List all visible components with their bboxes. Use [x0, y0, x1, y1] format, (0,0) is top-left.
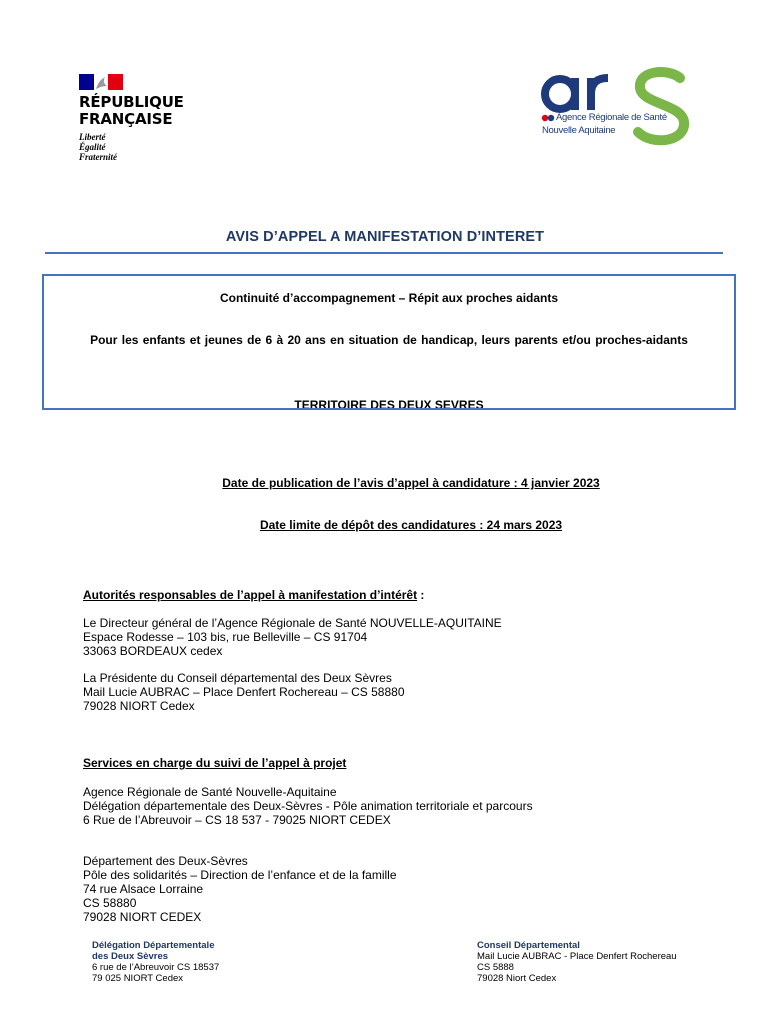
footer-council-title: Conseil Départemental	[477, 940, 580, 951]
footer-delegation-line: 79 025 NIORT Cedex	[92, 973, 184, 984]
publication-date: Date de publication de l’avis d’appel à candidature : 4 janvier 2023	[222, 476, 600, 490]
motto-liberte: Liberté	[79, 132, 106, 142]
motto-egalite: Égalité	[79, 142, 106, 152]
republique-motto	[79, 132, 117, 162]
footer-council-line: Mail Lucie AUBRAC - Place Denfert Rochereau	[477, 951, 677, 962]
rf-title-line-1: RÉPUBLIQUE	[79, 93, 184, 111]
subject-territory: TERRITOIRE DES DEUX SEVRES	[294, 398, 484, 410]
service-department-line: Pôle des solidarités – Direction de l’enfance et de la famille	[83, 868, 397, 882]
motto-fraternite: Fraternité	[79, 152, 118, 162]
authority-ars-line: Espace Rodesse – 103 bis, rue Belleville – CS 91704	[83, 630, 368, 644]
ars-name-line-1: Agence Régionale de Santé	[556, 112, 667, 123]
service-department-line: Département des Deux-Sèvres	[83, 854, 248, 868]
service-department	[83, 854, 397, 924]
footer-council-line: 79028 Niort Cedex	[477, 973, 557, 984]
authority-council-line: 79028 NIORT Cedex	[83, 699, 195, 713]
authority-ars	[83, 616, 502, 658]
footer-delegation-line: 6 rue de l’Abreuvoir CS 18537	[92, 962, 220, 973]
ars-logo	[540, 66, 700, 152]
rf-title-line-2: FRANÇAISE	[79, 110, 173, 128]
subject-line-2: Pour les enfants et jeunes de 6 à 20 ans en situation de handicap, leurs parents et/ou proches-aidants	[90, 333, 688, 347]
service-ars-line: Délégation départementale des Deux-Sèvres - Pôle animation territoriale et parcours	[83, 799, 533, 813]
deadline-date: Date limite de dépôt des candidatures : 24 mars 2023	[259, 518, 563, 532]
authority-council	[83, 671, 405, 713]
title-divider	[45, 252, 723, 254]
footer-delegation-title: des Deux Sèvres	[92, 951, 169, 962]
footer-council-line: CS 5888	[477, 962, 514, 973]
ars-logo-graphic	[540, 66, 700, 152]
authority-council-line: Mail Lucie AUBRAC – Place Denfert Rochereau – CS 58880	[83, 685, 405, 699]
service-department-line: 74 rue Alsace Lorraine	[83, 882, 204, 896]
service-department-line: CS 58880	[83, 896, 137, 910]
footer-council	[477, 940, 677, 984]
authority-ars-line: Le Directeur général de l’Agence Régionale de Santé NOUVELLE-AQUITAINE	[83, 616, 502, 630]
service-ars	[83, 785, 533, 827]
authorities-heading	[83, 588, 424, 602]
authorities-heading-text: Autorités responsables de l’appel à manifestation d’intérêt	[83, 588, 418, 602]
subject-box	[42, 274, 736, 410]
page-title: AVIS D’APPEL A MANIFESTATION D’INTERET	[225, 229, 545, 245]
ars-name-line-2: Nouvelle Aquitaine	[542, 125, 616, 136]
service-ars-line: 6 Rue de l’Abreuvoir – CS 18 537 - 79025 NIORT CEDEX	[83, 813, 391, 827]
subject-line-1: Continuité d’accompagnement – Répit aux proches aidants	[219, 291, 559, 305]
republique-francaise-title	[79, 94, 184, 128]
service-department-line: 79028 NIORT CEDEX	[83, 910, 202, 924]
authorities-heading-colon: :	[417, 588, 425, 602]
services-heading	[83, 756, 346, 770]
authority-council-line: La Présidente du Conseil départemental des Deux Sèvres	[83, 671, 392, 685]
marianne-flag-logo	[79, 74, 123, 90]
service-ars-line: Agence Régionale de Santé Nouvelle-Aquitaine	[83, 785, 337, 799]
services-heading-text: Services en charge du suivi de l’appel à projet	[83, 756, 347, 770]
footer-delegation-title: Délégation Départementale	[92, 940, 215, 951]
footer-delegation	[92, 940, 219, 984]
authority-ars-line: 33063 BORDEAUX cedex	[83, 644, 223, 658]
